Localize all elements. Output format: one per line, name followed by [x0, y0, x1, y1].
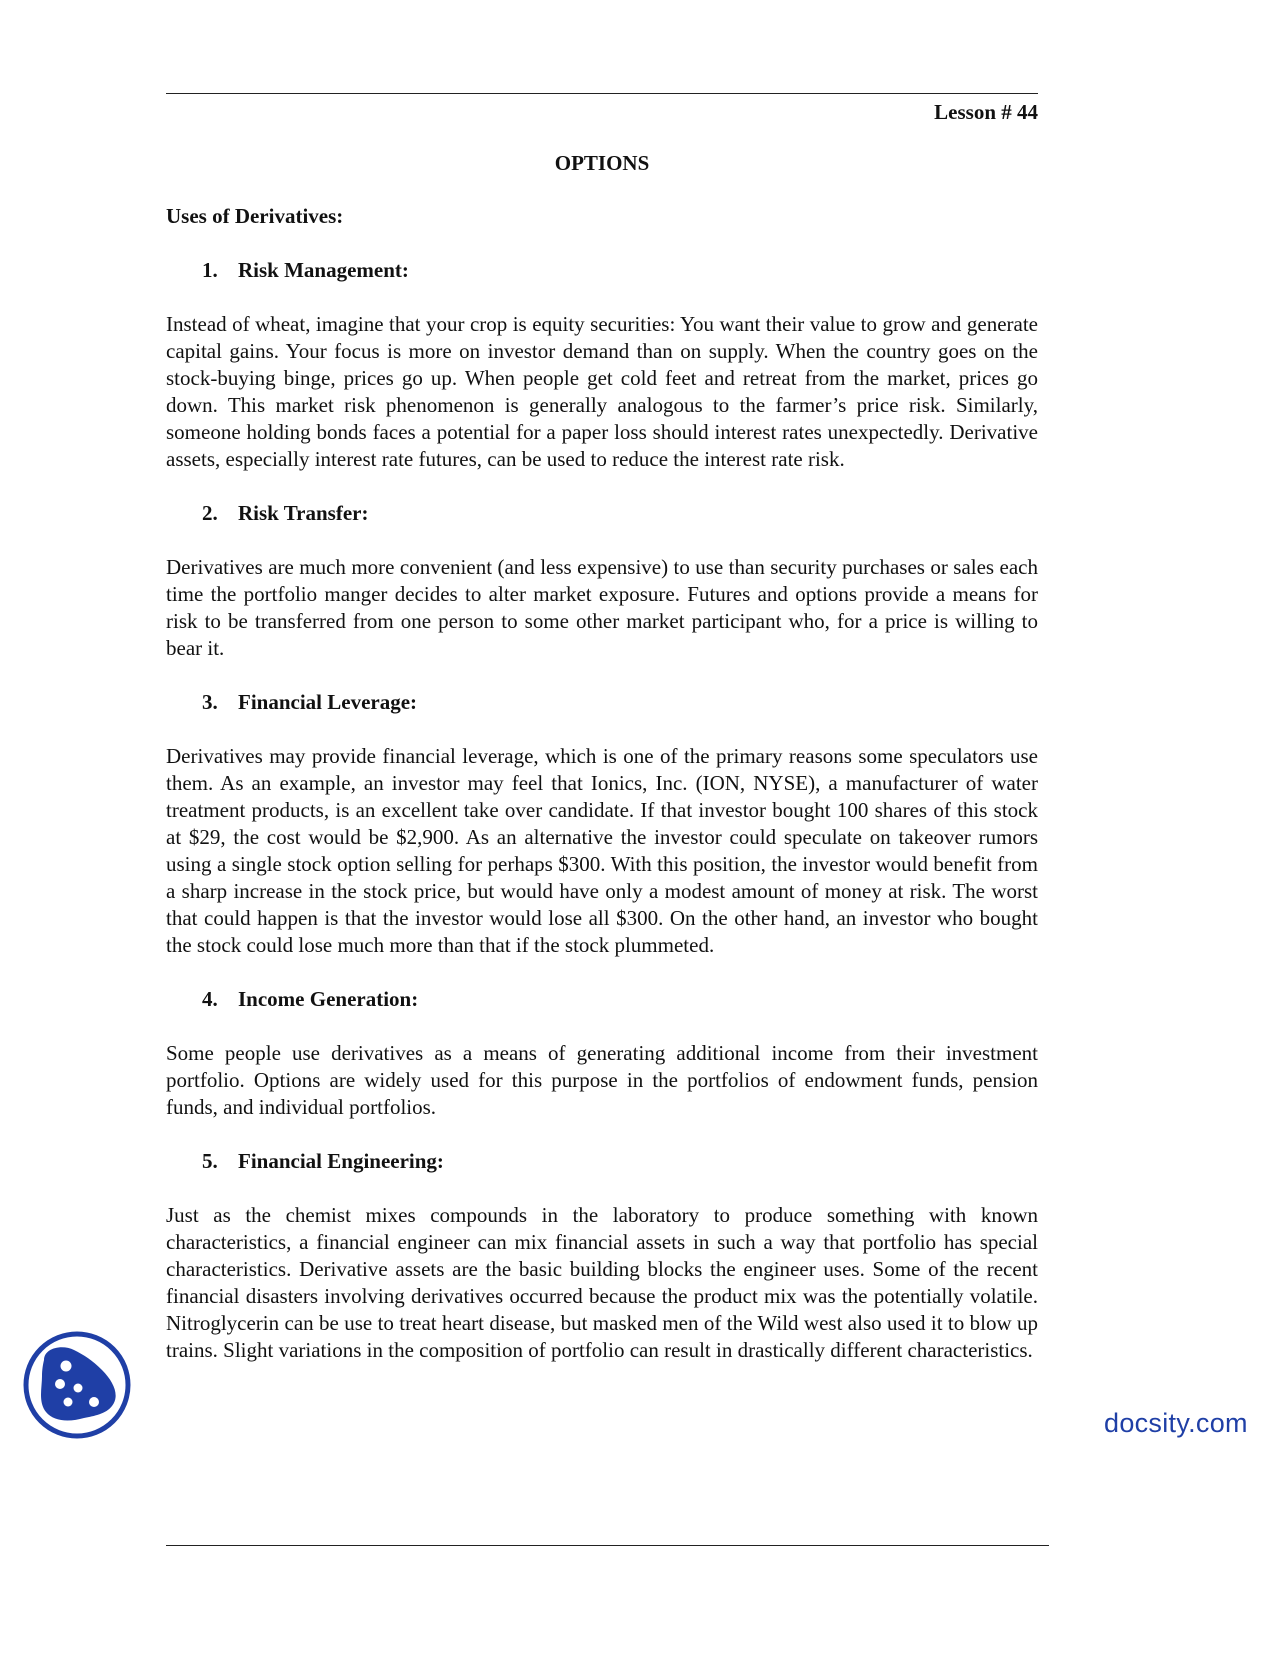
lesson-number: Lesson # 44	[934, 100, 1038, 124]
page-title: OPTIONS	[554, 151, 650, 175]
section-paragraph-financial-leverage: Derivatives may provide financial leverage, which is one of the primary reasons some speculators use them. As an example, an investor may feel that Ionics, Inc. (ION, NYSE), a manufacturer of water treatment products, is an excellent take over candidate. If that investor bought 100 shares of this stock at $29, the cost would be $2,900. As an alternative the investor could speculate on takeover rumors using a single stock option selling for perhaps $300. With this position, the investor would benefit from a sharp increase in the stock price, but would have only a modest amount of money at risk. The worst that could happen is that the investor would lose all $300. On the other hand, an investor who bought the stock could lose much more than that if the stock plummeted.	[166, 744, 1038, 957]
docsity-watermark-link[interactable]: docsity.com	[1104, 1408, 1248, 1438]
section-title: Financial Leverage:	[238, 690, 418, 714]
section-heading-financial-leverage	[166, 689, 1038, 716]
section-number: 2.	[202, 501, 218, 525]
section-title: Risk Management:	[238, 258, 409, 282]
section-number: 5.	[202, 1149, 218, 1173]
section-paragraph-income-generation: Some people use derivatives as a means of generating additional income from their investment portfolio. Options are widely used for this purpose in the portfolios of endowment funds, pension funds, and individual portfolios.	[166, 1041, 1038, 1119]
section-heading-risk-transfer	[166, 500, 1038, 527]
section-paragraph-financial-engineering: Just as the chemist mixes compounds in the laboratory to produce something with known characteristics, a financial engineer can mix financial assets in such a way that portfolio has special characteristics. Derivative assets are the basic building blocks the engineer uses. Some of the recent financial disasters involving derivatives occurred because the product mix was the potentially volatile. Nitroglycerin can be use to treat heart disease, but masked men of the Wild west also used it to blow up trains. Slight variations in the composition of portfolio can result in drastically different characteristics.	[166, 1203, 1038, 1362]
section-number: 4.	[202, 987, 218, 1011]
docsity-logo-icon[interactable]	[22, 1330, 132, 1440]
section-number: 1.	[202, 258, 218, 282]
section-paragraph-risk-management: Instead of wheat, imagine that your crop is equity securities: You want their value to grow and generate capital gains. Your focus is more on investor demand than on supply. When the country goes on the stock-buying binge, prices go up. When people get cold feet and retreat from the market, prices go down. This market risk phenomenon is generally analogous to the farmer’s price risk. Similarly, someone holding bonds faces a potential for a paper loss should interest rates unexpectedly. Derivative assets, especially interest rate futures, can be used to reduce the interest rate risk.	[166, 312, 1038, 471]
uses-heading: Uses of Derivatives:	[166, 204, 344, 228]
section-number: 3.	[202, 690, 218, 714]
footer-rule	[166, 1545, 1049, 1546]
docsity-logo-graphic	[22, 1330, 132, 1440]
header-rule	[166, 93, 1038, 94]
section-heading-financial-engineering	[166, 1148, 1038, 1175]
section-title: Income Generation:	[238, 987, 419, 1011]
section-paragraph-risk-transfer: Derivatives are much more convenient (and less expensive) to use than security purchases or sales each time the portfolio manger decides to alter market exposure. Futures and options provide a means for risk to be transferred from one person to some other market participant who, for a price is willing to bear it.	[166, 555, 1038, 660]
section-title: Risk Transfer:	[238, 501, 369, 525]
section-title: Financial Engineering:	[238, 1149, 444, 1173]
document-body	[166, 150, 1038, 1391]
section-heading-risk-management	[166, 257, 1038, 284]
section-heading-income-generation	[166, 986, 1038, 1013]
